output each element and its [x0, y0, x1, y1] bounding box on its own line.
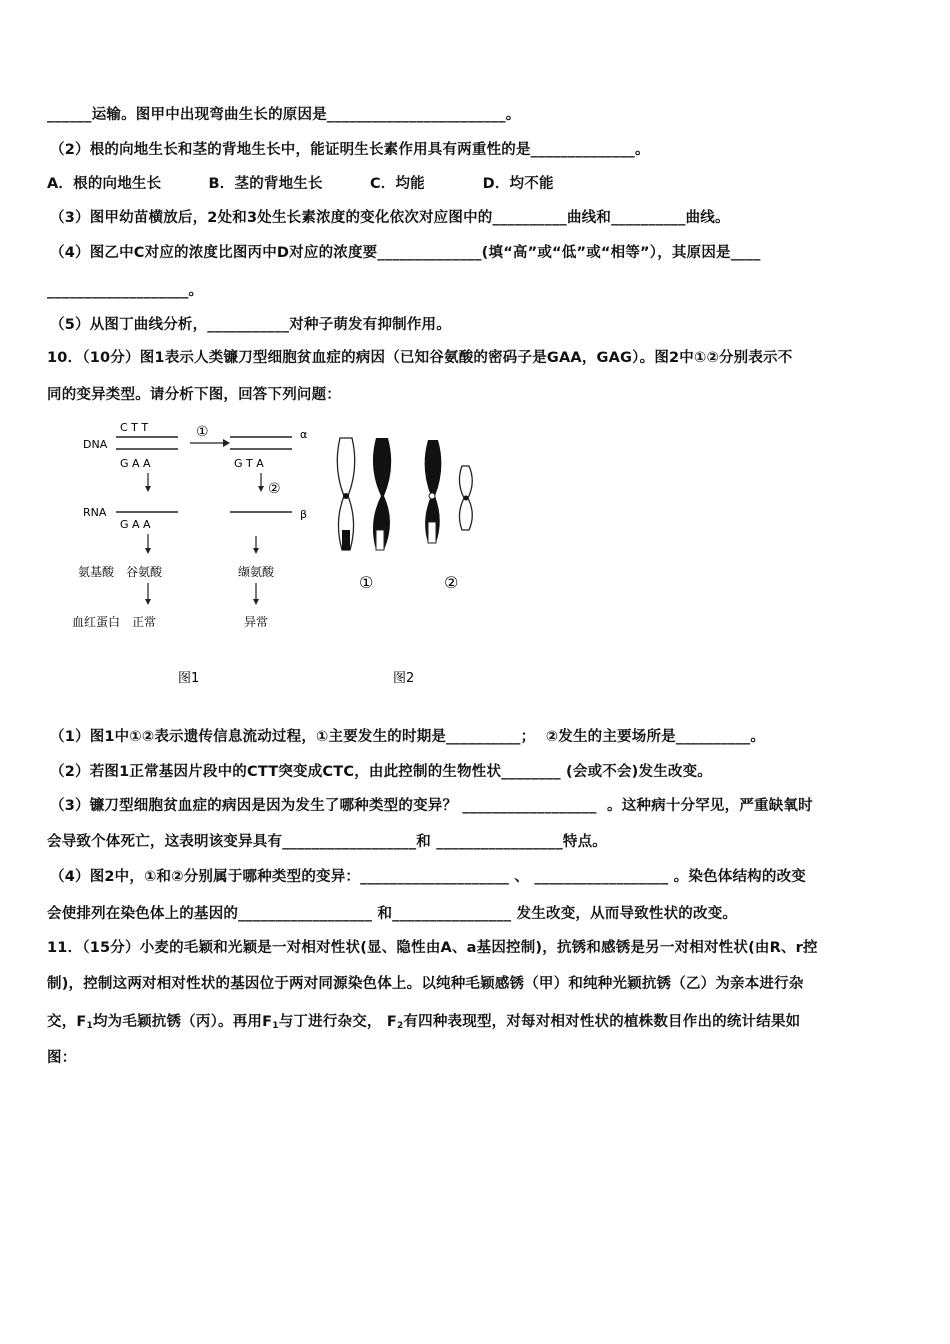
- q11-text-b: 均为毛颖抗锈（丙）。再用F: [92, 1014, 273, 1030]
- question-11-line-4: 图：: [47, 1050, 77, 1066]
- line-3-options: A．根的向地生长 B．茎的背地生长 C．均能 D．均不能: [47, 176, 554, 192]
- question-11-line-3: [47, 1010, 800, 1031]
- chromosome-pair-1: [337, 438, 391, 550]
- hemoglobin-mutant: 异常: [244, 615, 269, 629]
- line-14: （4）图2中，①和②分别属于哪种类型的变异：____________________ 、 __________________ 。染色体结构的改变: [50, 869, 806, 885]
- line-2: （2）根的向地生长和茎的背地生长中，能证明生长素作用具有两重性的是______________。: [50, 142, 650, 158]
- dna-top-codon: C T T: [120, 421, 149, 434]
- q11-text-d: 有四种表现型，对每对相对性状的植株数目作出的统计结果如: [403, 1014, 801, 1030]
- amino-acid-normal: 谷氨酸: [126, 565, 163, 579]
- q11-sub-3: 2: [396, 1021, 404, 1031]
- line-5: （4）图乙中C对应的浓度比图丙中D对应的浓度要______________(填“高”或“低”或“相等”），其原因是____: [50, 245, 761, 261]
- mutant-codon: G T A: [234, 457, 264, 470]
- line-10: （1）图1中①②表示遗传信息流动过程，①主要发生的时期是__________； ②发生的主要场所是__________。: [50, 729, 766, 745]
- alpha-label: α: [300, 428, 308, 441]
- q11-text-a: 交，F: [47, 1014, 87, 1030]
- question-11-stem: 11．（15分）小麦的毛颖和光颖是一对相对性状(显、隐性由A、a基因控制)，抗锈和感锈是另一对相对性状(由R、r控: [47, 940, 818, 956]
- line-6: ___________________。: [47, 283, 204, 299]
- amino-acid-label: 氨基酸: [78, 565, 115, 579]
- figure-1-caption: 图1: [178, 671, 200, 686]
- hemoglobin-label: 血红蛋白: [72, 615, 121, 629]
- step-1-label: ①: [196, 424, 209, 440]
- question-11-line-2: 制)，控制这两对相对性状的基因位于两对同源染色体上。以纯种毛颖感锈（甲）和纯种光颖抗锈（乙）为亲本进行杂: [47, 976, 804, 992]
- figure-2-caption: 图2: [393, 671, 415, 686]
- beta-label: β: [300, 508, 308, 521]
- rna-label: RNA: [83, 506, 107, 519]
- q11-sub-1: 1: [86, 1021, 93, 1031]
- amino-acid-mutant: 缬氨酸: [238, 565, 275, 579]
- chromosome-label-1: ①: [359, 573, 374, 592]
- line-13: 会导致个体死亡，这表明该变异具有__________________和 _________________特点。: [47, 834, 607, 850]
- chromosome-label-2: ②: [444, 573, 459, 592]
- line-1: ______运输。图甲中出现弯曲生长的原因是________________________。: [47, 107, 521, 123]
- line-12: （3）镰刀型细胞贫血症的病因是因为发生了哪种类型的变异？ __________________ 。这种病十分罕见，严重缺氧时: [50, 798, 813, 814]
- line-7: （5）从图丁曲线分析，___________对种子萌发有抑制作用。: [50, 317, 451, 333]
- chromosome-pair-2: [425, 440, 473, 543]
- question-10-stem: 10．（10分）图1表示人类镰刀型细胞贫血症的病因（已知谷氨酸的密码子是GAA，GAG）。图2中①②分别表示不: [47, 350, 793, 366]
- rna-codon: G A A: [120, 518, 151, 531]
- dna-label: DNA: [83, 438, 108, 451]
- hemoglobin-normal: 正常: [132, 615, 157, 629]
- line-4: （3）图甲幼苗横放后，2处和3处生长素浓度的变化依次对应图中的__________曲线和__________曲线。: [50, 210, 730, 226]
- dna-bottom-codon: G A A: [120, 457, 151, 470]
- line-15: 会使排列在染色体上的基因的__________________ 和________________ 发生改变，从而导致性状的改变。: [47, 906, 738, 922]
- q11-text-c: 与丁进行杂交， F: [278, 1014, 397, 1030]
- q11-sub-2: 1: [272, 1021, 279, 1031]
- question-10-stem-cont: 同的变异类型。请分析下图，回答下列问题：: [47, 387, 341, 403]
- figure-mutation-diagram: [72, 418, 508, 693]
- step-2-label: ②: [268, 481, 281, 497]
- line-11: （2）若图1正常基因片段中的CTT突变成CTC，由此控制的生物性状________ (会或不会)发生改变。: [50, 764, 713, 780]
